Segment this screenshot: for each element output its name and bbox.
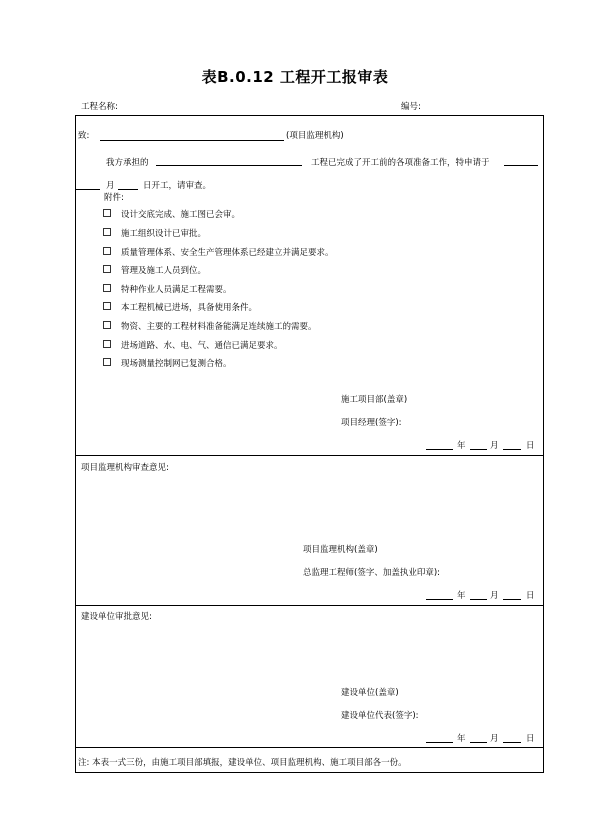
attachments-label: 附件: bbox=[104, 193, 124, 203]
attachment-checkbox[interactable] bbox=[103, 247, 111, 255]
date-month-label: 月 bbox=[490, 441, 499, 451]
attachment-checkbox[interactable] bbox=[103, 302, 111, 310]
attachment-item: 施工组织设计已审批。 bbox=[121, 229, 207, 239]
contractor-seal-label: 施工项目部(盖章) bbox=[341, 395, 408, 405]
date-year-label: 年 bbox=[457, 441, 466, 451]
attachment-item: 设计交底完成、施工图已会审。 bbox=[121, 210, 241, 220]
date-year-blank[interactable] bbox=[426, 742, 453, 743]
date-day-label: 日 bbox=[526, 441, 535, 451]
attachment-checkbox[interactable] bbox=[103, 340, 111, 348]
footer-note: 注: 本表一式三份，由施工项目部填报，建设单位、项目监理机构、施工项目部各一份。 bbox=[78, 758, 407, 768]
supervisor-opinion-heading: 项目监理机构审查意见: bbox=[81, 463, 169, 473]
attachment-item: 进场道路、水、电、气、通信已满足要求。 bbox=[121, 341, 283, 351]
attachment-item: 现场测量控制网已复测合格。 bbox=[121, 359, 232, 369]
date-day-label: 日 bbox=[526, 734, 535, 744]
date-day-blank[interactable] bbox=[503, 449, 521, 450]
date-month-label: 月 bbox=[490, 734, 499, 744]
client-representative-sign-label: 建设单位代表(签字): bbox=[341, 711, 419, 721]
date-month-blank[interactable] bbox=[470, 599, 487, 600]
year-blank[interactable] bbox=[504, 165, 538, 166]
statement-end: 日开工，请审查。 bbox=[143, 181, 212, 191]
attachment-checkbox[interactable] bbox=[103, 228, 111, 236]
section-divider-2 bbox=[75, 605, 544, 606]
start-month-blank-lead[interactable] bbox=[75, 189, 100, 190]
date-year-label: 年 bbox=[457, 734, 466, 744]
attachment-item: 特种作业人员满足工程需要。 bbox=[121, 285, 232, 295]
attachment-checkbox[interactable] bbox=[103, 265, 111, 273]
section-divider-3 bbox=[75, 747, 544, 748]
form-title: 表B.0.12 工程开工报审表 bbox=[201, 68, 389, 86]
date-year-label: 年 bbox=[457, 591, 466, 601]
supervisor-seal-label: 项目监理机构(盖章) bbox=[303, 545, 378, 555]
supervisor-org-label: (项目监理机构) bbox=[286, 131, 344, 141]
month-label: 月 bbox=[106, 181, 115, 191]
to-label: 致: bbox=[78, 131, 90, 141]
project-manager-sign-label: 项目经理(签字): bbox=[341, 418, 402, 428]
statement-part2: 工程已完成了开工前的各项准备工作，特申请于 bbox=[311, 158, 490, 168]
date-day-blank[interactable] bbox=[503, 599, 521, 600]
date-year-blank[interactable] bbox=[426, 599, 453, 600]
attachment-item: 管理及施工人员到位。 bbox=[121, 266, 207, 276]
attachment-checkbox[interactable] bbox=[103, 358, 111, 366]
section-divider-1 bbox=[75, 455, 544, 456]
date-month-label: 月 bbox=[490, 591, 499, 601]
attachment-checkbox[interactable] bbox=[103, 321, 111, 329]
date-year-blank[interactable] bbox=[426, 449, 453, 450]
attachment-checkbox[interactable] bbox=[103, 209, 111, 217]
attachment-item: 质量管理体系、安全生产管理体系已经建立并满足要求。 bbox=[121, 248, 334, 258]
client-seal-label: 建设单位(盖章) bbox=[341, 688, 399, 698]
attachment-item: 物资、主要的工程材料准备能满足连续施工的需要。 bbox=[121, 322, 317, 332]
project-name-label: 工程名称: bbox=[81, 102, 118, 112]
statement-part1: 我方承担的 bbox=[106, 158, 149, 168]
project-blank[interactable] bbox=[156, 165, 302, 166]
number-label: 编号: bbox=[401, 102, 421, 112]
chief-supervisor-sign-label: 总监理工程师(签字、加盖执业印章): bbox=[303, 568, 440, 578]
client-opinion-heading: 建设单位审批意见: bbox=[81, 612, 152, 622]
date-month-blank[interactable] bbox=[470, 449, 487, 450]
date-day-blank[interactable] bbox=[503, 742, 521, 743]
date-day-label: 日 bbox=[526, 591, 535, 601]
attachment-checkbox[interactable] bbox=[103, 284, 111, 292]
date-month-blank[interactable] bbox=[470, 742, 487, 743]
attachment-item: 本工程机械已进场，具备使用条件。 bbox=[121, 303, 258, 313]
supervisor-org-blank[interactable] bbox=[100, 140, 284, 141]
start-day-blank[interactable] bbox=[118, 189, 138, 190]
